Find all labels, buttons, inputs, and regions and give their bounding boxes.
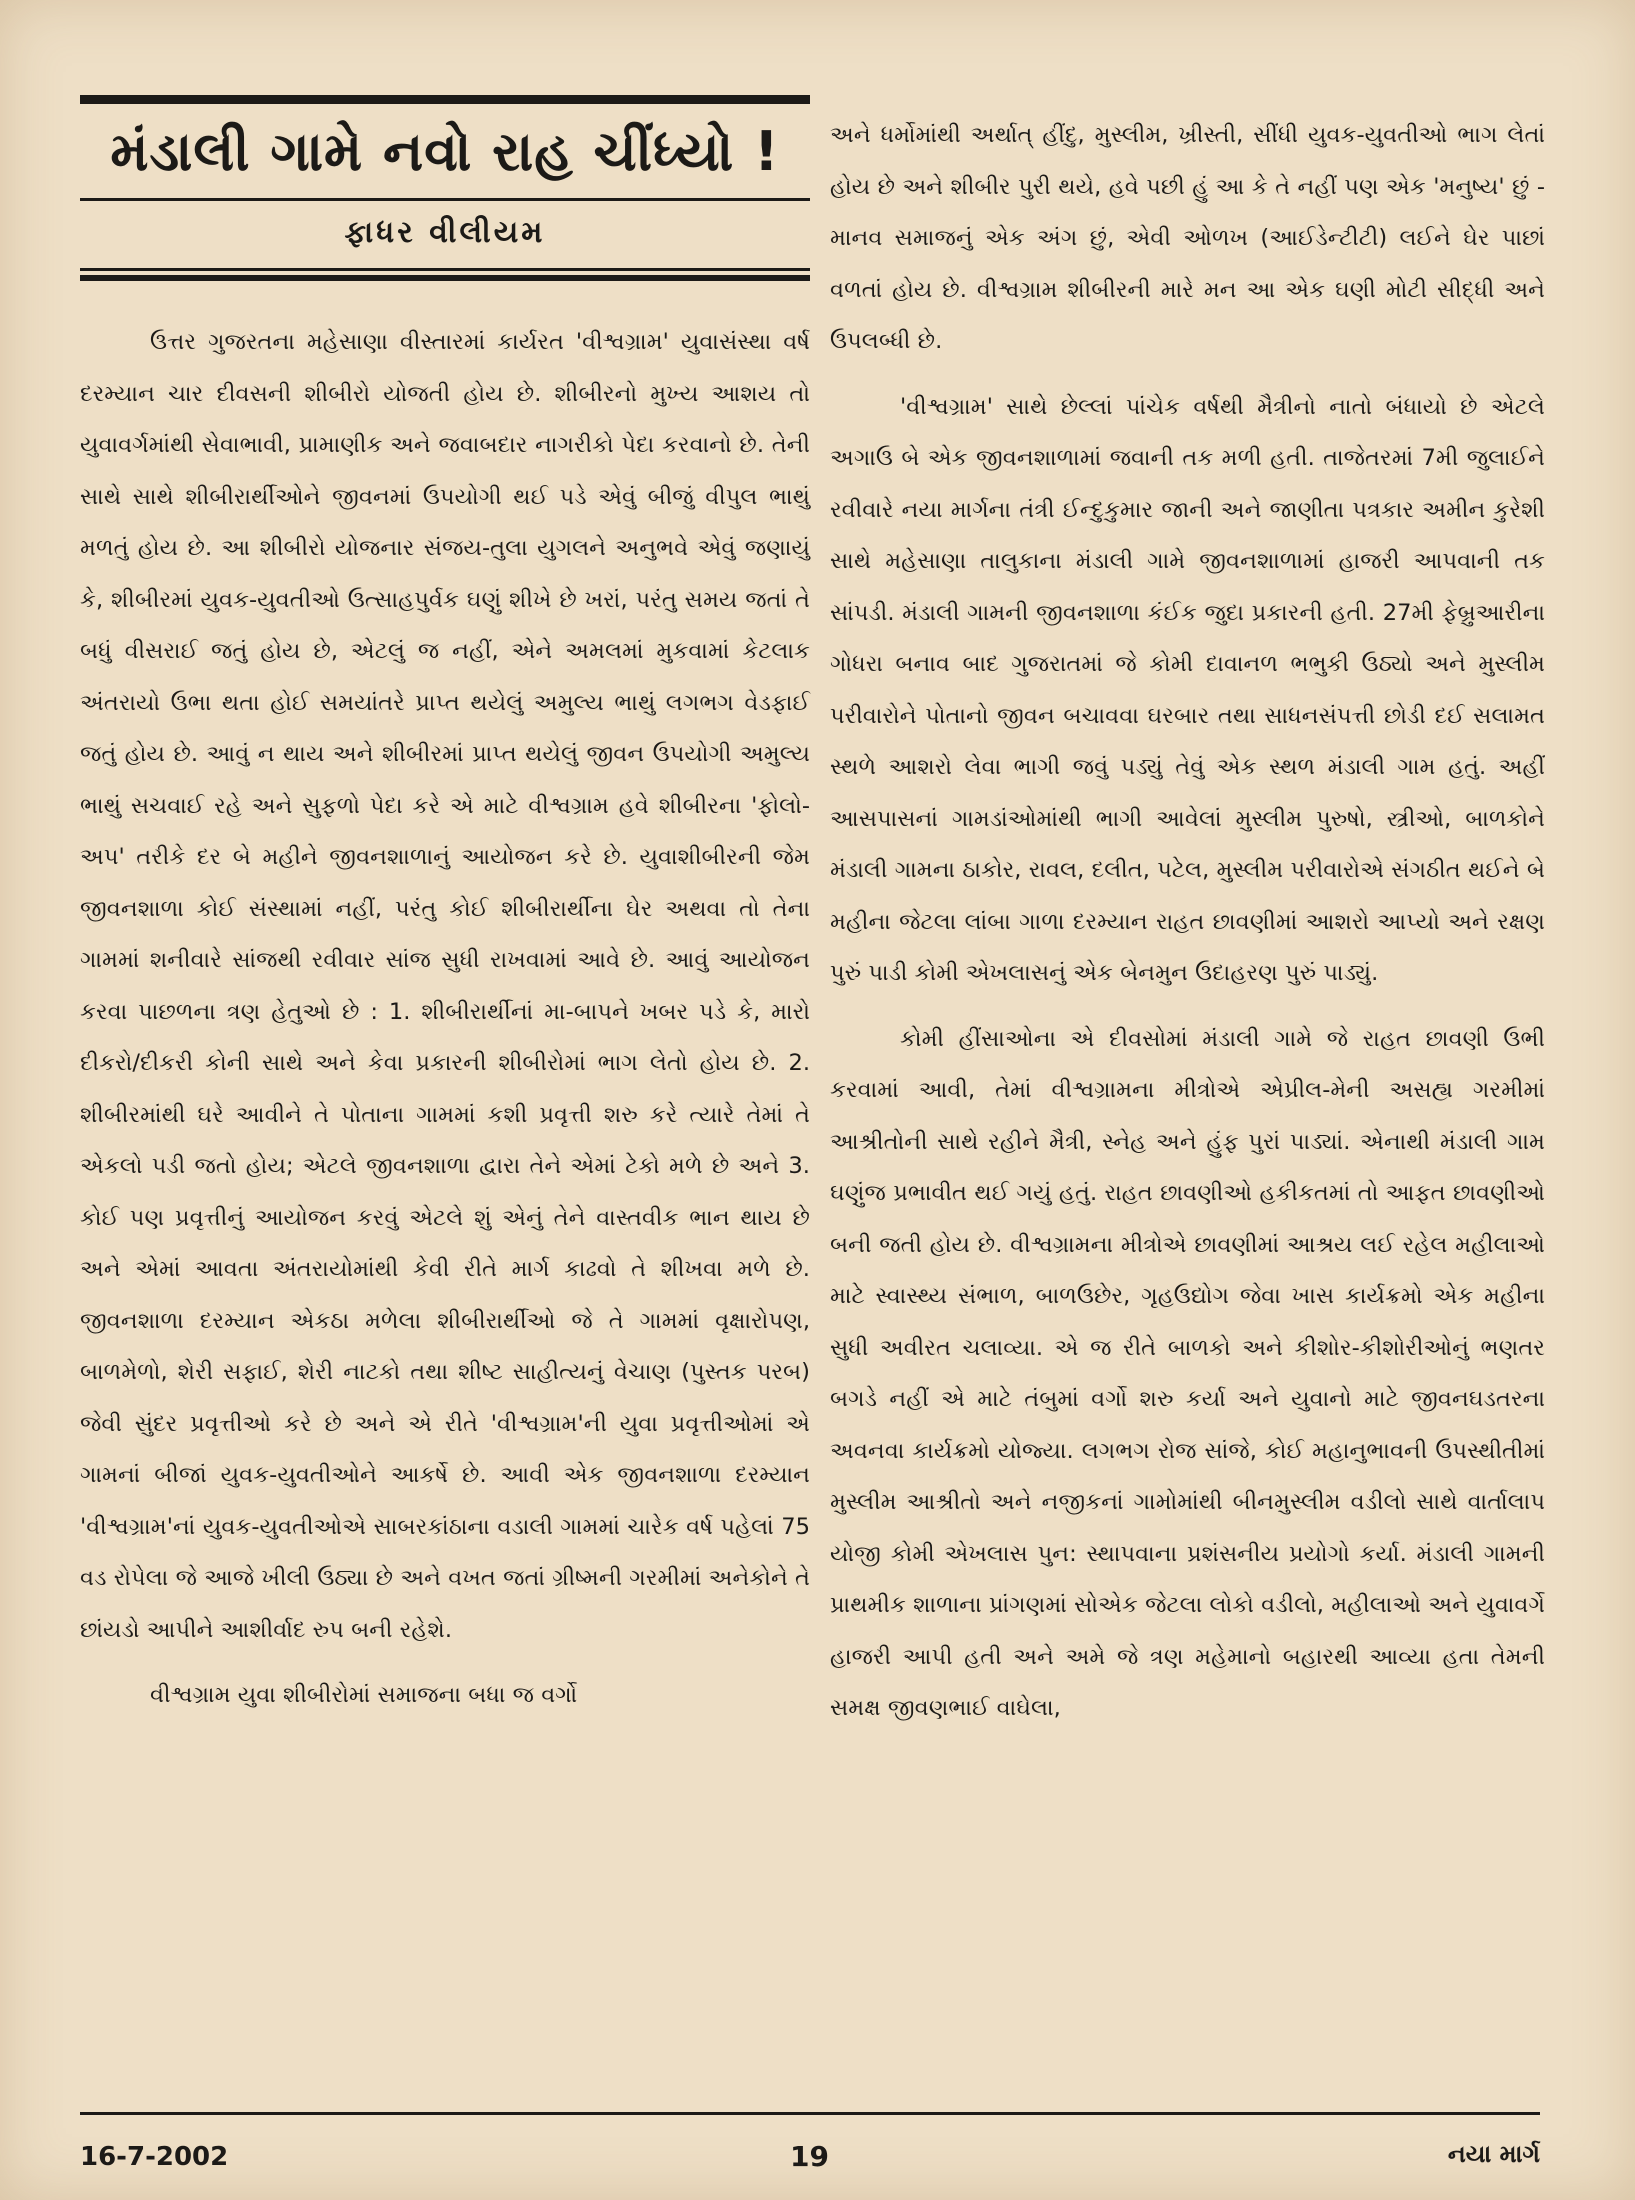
right-column: [830, 110, 1545, 1735]
title-bottom-rule: [80, 198, 810, 201]
footer-date: 16-7-2002: [80, 2142, 229, 2172]
article-title: મંડાલી ગામે નવો રાહ ચીંધ્યો !: [110, 120, 780, 183]
article-author: ફાધર વીલીયમ: [344, 215, 546, 250]
magazine-name: નયા માર્ગ: [1447, 2140, 1540, 2168]
author-rule-thin: [80, 268, 810, 271]
title-top-rule: [80, 95, 810, 104]
footer-rule: [80, 2112, 1540, 2115]
left-paragraph-1: ઉત્તર ગુજરતના મહેસાણા વીસ્તારમાં કાર્યરત 'વીશ્વગ્રામ' યુવાસંસ્થા વર્ષ દરમ્યાન ચાર દીવસની શીબીરો યોજતી હોય છે. શીબીરનો મુખ્ય આશય તો યુવાવર્ગમાંથી સેવાભાવી, પ્રામાણીક અને જવાબદાર નાગરીકો પેદા કરવાનો છે. તેની સાથે સાથે શીબીરાર્થીઓને જીવનમાં ઉપયોગી થઈ પડે એવું બીજું વીપુલ ભાથું મળતું હોય છે. આ શીબીરો યોજનાર સંજય-તુલા યુગલને અનુભવે એવું જણાયું કે, શીબીરમાં યુવક-યુવતીઓ ઉત્સાહપુર્વક ઘણું શીખે છે ખરાં, પરંતુ સમય જતાં તે બધું વીસરાઈ જતું હોય છે, એટલું જ નહીં, એને અમલમાં મુકવામાં કેટલાક અંતરાયો ઉભા થતા હોઈ સમયાંતરે પ્રાપ્ત થયેલું અમુલ્ય ભાથું લગભગ વેડફાઈ જતું હોય છે. આવું ન થાય અને શીબીરમાં પ્રાપ્ત થયેલું જીવન ઉપયોગી અમુલ્ય ભાથું સચવાઈ રહે અને સુફળો પેદા કરે એ માટે વીશ્વગ્રામ હવે શીબીરના 'ફોલો- અપ' તરીકે દર બે મહીને જીવનશાળાનું આયોજન કરે છે. યુવાશીબીરની જેમ જીવનશાળા કોઈ સંસ્થામાં નહીં, પરંતુ કોઈ શીબીરાર્થીના ઘેર અથવા તો તેના ગામમાં શનીવારે સાંજથી રવીવાર સાંજ સુધી રાખવામાં આવે છે. આવું આયોજન કરવા પાછળના ત્રણ હેતુઓ છે : 1. શીબીરાર્થીનાં મા-બાપને ખબર પડે કે, મારો દીકરો/દીકરી કોની સાથે અને કેવા પ્રકારની શીબીરોમાં ભાગ લેતો હોય છે. 2. શીબીરમાંથી ઘરે આવીને તે પોતાના ગામમાં કશી પ્રવૃત્તી શરુ કરે ત્યારે તેમાં તે એકલો પડી જતો હોય; એટલે જીવનશાળા દ્વારા તેને એમાં ટેકો મળે છે અને 3. કોઈ પણ પ્રવૃત્તીનું આયોજન કરવું એટલે શું એનું તેને વાસ્તવીક ભાન થાય છે અને એમાં આવતા અંતરાયોમાંથી કેવી રીતે માર્ગ કાઢવો તે શીખવા મળે છે. જીવનશાળા દરમ્યાન એકઠા મળેલા શીબીરાર્થીઓ જે તે ગામમાં વૃક્ષારોપણ, બાળમેળો, શેરી સફાઈ, શેરી નાટકો તથા શીષ્ટ સાહીત્યનું વેચાણ (પુસ્તક પરબ) જેવી સુંદર પ્રવૃત્તીઓ કરે છે અને એ રીતે 'વીશ્વગ્રામ'ની યુવા પ્રવૃત્તીઓમાં એ ગામનાં બીજાં યુવક-યુવતીઓને આકર્ષે છે. આવી એક જીવનશાળા દરમ્યાન 'વીશ્વગ્રામ'નાં યુવક-યુવતીઓએ સાબરકાંઠાના વડાલી ગામમાં ચારેક વર્ષ પહેલાં 75 વડ રોપેલા જે આજે ખીલી ઉઠ્યા છે અને વખત જતાં ગ્રીષ્મની ગરમીમાં અનેકોને તે છાંયડો આપીને આશીર્વાદ રુપ બની રહેશે.: [80, 329, 810, 1643]
page-footer: [80, 2112, 1540, 2182]
author-rule-thick: [80, 275, 810, 281]
right-paragraph-2: 'વીશ્વગ્રામ' સાથે છેલ્લાં પાંચેક વર્ષથી મૈત્રીનો નાતો બંધાયો છે એટલે અગાઉ બે એક જીવનશાળામાં જવાની તક મળી હતી. તાજેતરમાં 7મી જુલાઈને રવીવારે નયા માર્ગના તંત્રી ઈન્દુકુમાર જાની અને જાણીતા પત્રકાર અમીન કુરેશી સાથે મહેસાણા તાલુકાના મંડાલી ગામે જીવનશાળામાં હાજરી આપવાની તક સાંપડી. મંડાલી ગામની જીવનશાળા કંઈક જુદા પ્રકારની હતી. 27મી ફેબ્રુઆરીના ગોધરા બનાવ બાદ ગુજરાતમાં જે કોમી દાવાનળ ભભુકી ઉઠ્યો અને મુસ્લીમ પરીવારોને પોતાનો જીવન બચાવવા ઘરબાર તથા સાધનસંપત્તી છોડી દઈ સલામત સ્થળે આશરો લેવા ભાગી જવું પડ્યું તેવું એક સ્થળ મંડાલી ગામ હતું. અહીં આસપાસનાં ગામડાંઓમાંથી ભાગી આવેલાં મુસ્લીમ પુરુષો, સ્ત્રીઓ, બાળકોને મંડાલી ગામના ઠાકોર, રાવલ, દલીત, પટેલ, મુસ્લીમ પરીવારોએ સંગઠીત થઈને બે મહીના જેટલા લાંબા ગાળા દરમ્યાન રાહત છાવણીમાં આશરો આપ્યો અને રક્ષણ પુરું પાડી કોમી એખલાસનું એક બેનમુન ઉદાહરણ પુરું પાડ્યું.: [830, 393, 1545, 986]
page-number: 19: [790, 2140, 829, 2173]
right-paragraph-1: અને ધર્મોમાંથી અર્થાત્ હીંદુ, મુસ્લીમ, ખ્રીસ્તી, સીંધી યુવક-યુવતીઓ ભાગ લેતાં હોય છે અને શીબીર પુરી થયે, હવે પછી હું આ કે તે નહીં પણ એક 'મનુષ્ય' છું - માનવ સમાજનું એક અંગ છું, એવી ઓળખ (આઈડેન્ટીટી) લઈને ઘેર પાછાં વળતાં હોય છે. વીશ્વગ્રામ શીબીરની મારે મન આ એક ઘણી મોટી સીદ્ધી અને ઉપલબ્ધી છે.: [830, 122, 1545, 354]
left-column: [80, 95, 810, 1722]
right-paragraph-3: કોમી હીંસાઓના એ દીવસોમાં મંડાલી ગામે જે રાહત છાવણી ઉભી કરવામાં આવી, તેમાં વીશ્વગ્રામના મીત્રોએ એપ્રીલ-મેની અસહ્ય ગરમીમાં આશ્રીતોની સાથે રહીને મૈત્રી, સ્નેહ અને હુંફ પુરાં પાડ્યાં. એનાથી મંડાલી ગામ ઘણુંજ પ્રભાવીત થઈ ગયું હતું. રાહત છાવણીઓ હકીકતમાં તો આફત છાવણીઓ બની જતી હોય છે. વીશ્વગ્રામના મીત્રોએ છાવણીમાં આશ્રય લઈ રહેલ મહીલાઓ માટે સ્વાસ્થ્ય સંભાળ, બાળઉછેર, ગૃહઉદ્યોગ જેવા ખાસ કાર્યક્રમો એક મહીના સુધી અવીરત ચલાવ્યા. એ જ રીતે બાળકો અને કીશોર-કીશોરીઓનું ભણતર બગડે નહીં એ માટે તંબુમાં વર્ગો શરુ કર્યા અને યુવાનો માટે જીવનઘડતરના અવનવા કાર્યક્રમો યોજ્યા. લગભગ રોજ સાંજે, કોઈ મહાનુભાવની ઉપસ્થીતીમાં મુસ્લીમ આશ્રીતો અને નજીકનાં ગામોમાંથી બીનમુસ્લીમ વડીલો સાથે વાર્તાલાપ યોજી કોમી એખલાસ પુન: સ્થાપવાના પ્રશંસનીય પ્રયોગો કર્યા. મંડાલી ગામની પ્રાથમીક શાળાના પ્રાંગણમાં સોએક જેટલા લોકો વડીલો, મહીલાઓ અને યુવાવર્ગે હાજરી આપી હતી અને અમે જે ત્રણ મહેમાનો બહારથી આવ્યા હતા તેમની સમક્ષ જીવણભાઈ વાઘેલા,: [830, 1025, 1545, 1721]
left-paragraph-2: વીશ્વગ્રામ યુવા શીબીરોમાં સમાજના બધા જ વર્ગો: [150, 1682, 578, 1708]
